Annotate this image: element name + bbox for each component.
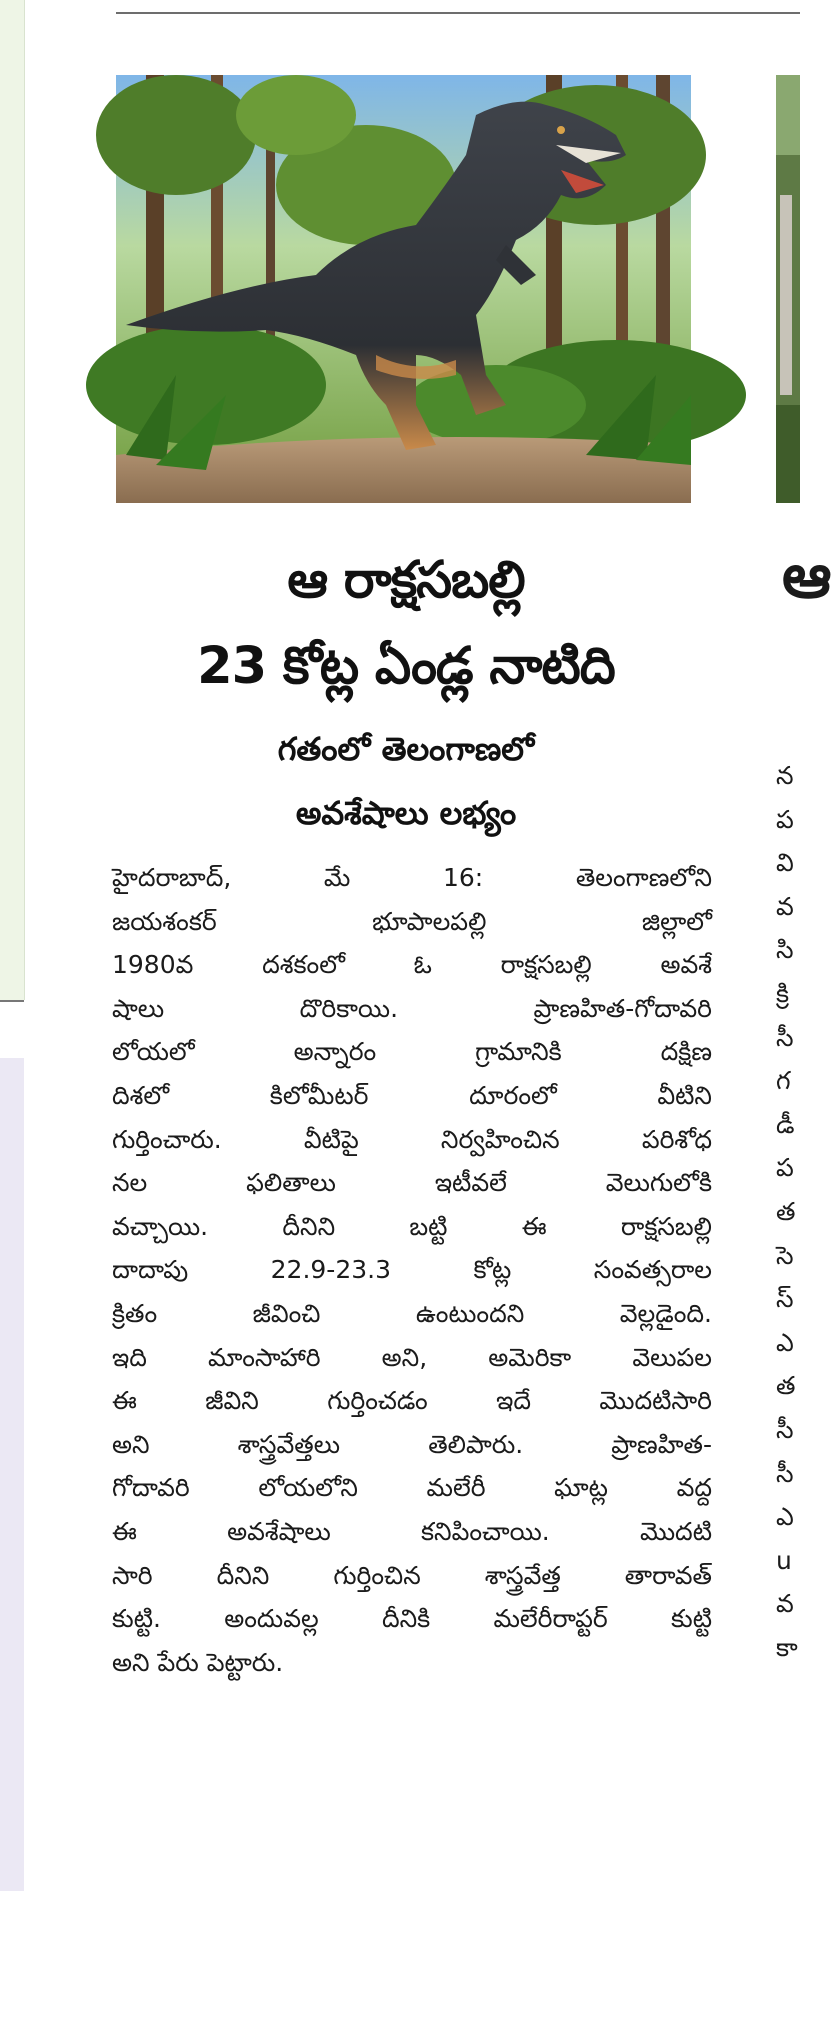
- column-divider: [0, 1000, 24, 1002]
- adjacent-column-left-panel-lower: [0, 1058, 24, 1891]
- adjacent-body-fragment: సీ: [776, 1022, 794, 1052]
- body-line: జయశంకర్ భూపాలపల్లి జిల్లాలో: [112, 906, 712, 936]
- subheadline-line-1: గతంలో తెలంగాణలో: [277, 730, 535, 768]
- adjacent-body-fragment: సి: [776, 935, 794, 965]
- body-line: 1980వ దశకంలో ఓ రాక్షసబల్లి అవశే: [112, 950, 712, 980]
- adjacent-body-fragment: డీ: [776, 1109, 795, 1139]
- article-headline: [116, 538, 696, 710]
- adjacent-body-fragment: త: [776, 1196, 796, 1226]
- adjacent-body-fragment: u: [776, 1545, 792, 1575]
- adjacent-body-fragment: క్రి: [776, 978, 790, 1008]
- body-line: ఇది మాంసాహారి అని, అమెరికా వెలుపల: [112, 1342, 712, 1372]
- adjacent-body-fragment: వ: [776, 1589, 794, 1619]
- adjacent-body-fragment: సీ: [776, 1414, 794, 1444]
- body-line: గుర్తించారు. వీటిపై నిర్వహించిన పరిశోధ: [112, 1124, 712, 1154]
- adjacent-column-left-panel: [0, 0, 25, 1000]
- body-line: హైదరాబాద్, మే 16: తెలంగాణలోని: [112, 863, 712, 892]
- body-line: దాదాపు 22.9-23.3 కోట్ల సంవత్సరాల: [112, 1255, 712, 1285]
- body-line: షాలు దొరికాయి. ప్రాణహిత-గోదావరి: [112, 993, 712, 1023]
- adjacent-body-fragment: స్: [776, 1284, 794, 1314]
- dinosaur-illustration: [116, 75, 691, 503]
- body-line: వచ్చాయి. దీనిని బట్టి ఈ రాక్షసబల్లి: [112, 1211, 712, 1241]
- body-line: సారి దీనిని గుర్తించిన శాస్త్రవేత్త తారావత్: [112, 1560, 712, 1590]
- adjacent-article-photo: [776, 75, 800, 503]
- body-line: ఈ అవశేషాలు కనిపించాయి. మొదటి: [112, 1516, 712, 1546]
- adjacent-body-fragment: ప: [776, 804, 794, 834]
- body-line: కుట్టి. అందువల్ల దీనికి మలేరీరాప్టర్ కుట్టి: [112, 1604, 712, 1634]
- adjacent-article-body: [776, 754, 800, 1669]
- adjacent-body-fragment: వి: [776, 848, 794, 878]
- body-line: దిశలో కిలోమీటర్ దూరంలో వీటిని: [112, 1080, 712, 1110]
- body-line: గోదావరి లోయలోని మలేరీ ఘాట్ల వద్ద: [112, 1473, 712, 1503]
- body-line: క్రితం జీవించి ఉంటుందని వెల్లడైంది.: [112, 1298, 712, 1328]
- adjacent-photo-fragment: [776, 75, 800, 503]
- adjacent-body-fragment: కా: [776, 1632, 798, 1662]
- adjacent-body-fragment: గ: [776, 1066, 791, 1096]
- headline-line-2: 23 కోట్ల ఏండ్ల నాటిది: [197, 637, 615, 696]
- adjacent-body-fragment: న: [776, 761, 794, 790]
- adjacent-body-fragment: ఎ: [776, 1327, 794, 1357]
- article-body: [112, 856, 712, 1684]
- body-line: అని శాస్త్రవేత్తలు తెలిపారు. ప్రాణహిత-: [112, 1429, 712, 1459]
- body-line: అని పేరు పెట్టారు.: [112, 1647, 284, 1677]
- subheadline-line-2: అవశేషాలు లభ్యం: [295, 794, 517, 832]
- adjacent-body-fragment: సీ: [776, 1458, 794, 1488]
- body-line: ఈ జీవిని గుర్తించడం ఇదే మొదటిసారి: [112, 1386, 712, 1416]
- body-line: నల ఫలితాలు ఇటీవలే వెలుగులోకి: [112, 1168, 712, 1198]
- adjacent-body-fragment: సె: [776, 1240, 794, 1270]
- top-rule: [116, 12, 800, 14]
- article-subheadline: [116, 717, 696, 845]
- body-line: లోయలో అన్నారం గ్రామానికి దక్షిణ: [112, 1037, 712, 1067]
- dinosaur-photo: [116, 75, 691, 503]
- adjacent-body-fragment: ప: [776, 1153, 794, 1183]
- adjacent-body-fragment: త: [776, 1371, 796, 1401]
- headline-line-1: ఆ రాక్షసబల్లి: [287, 551, 525, 610]
- adjacent-headline-fragment: ఆ: [782, 539, 831, 612]
- adjacent-body-fragment: ఎ: [776, 1502, 794, 1532]
- adjacent-body-fragment: వ: [776, 891, 794, 921]
